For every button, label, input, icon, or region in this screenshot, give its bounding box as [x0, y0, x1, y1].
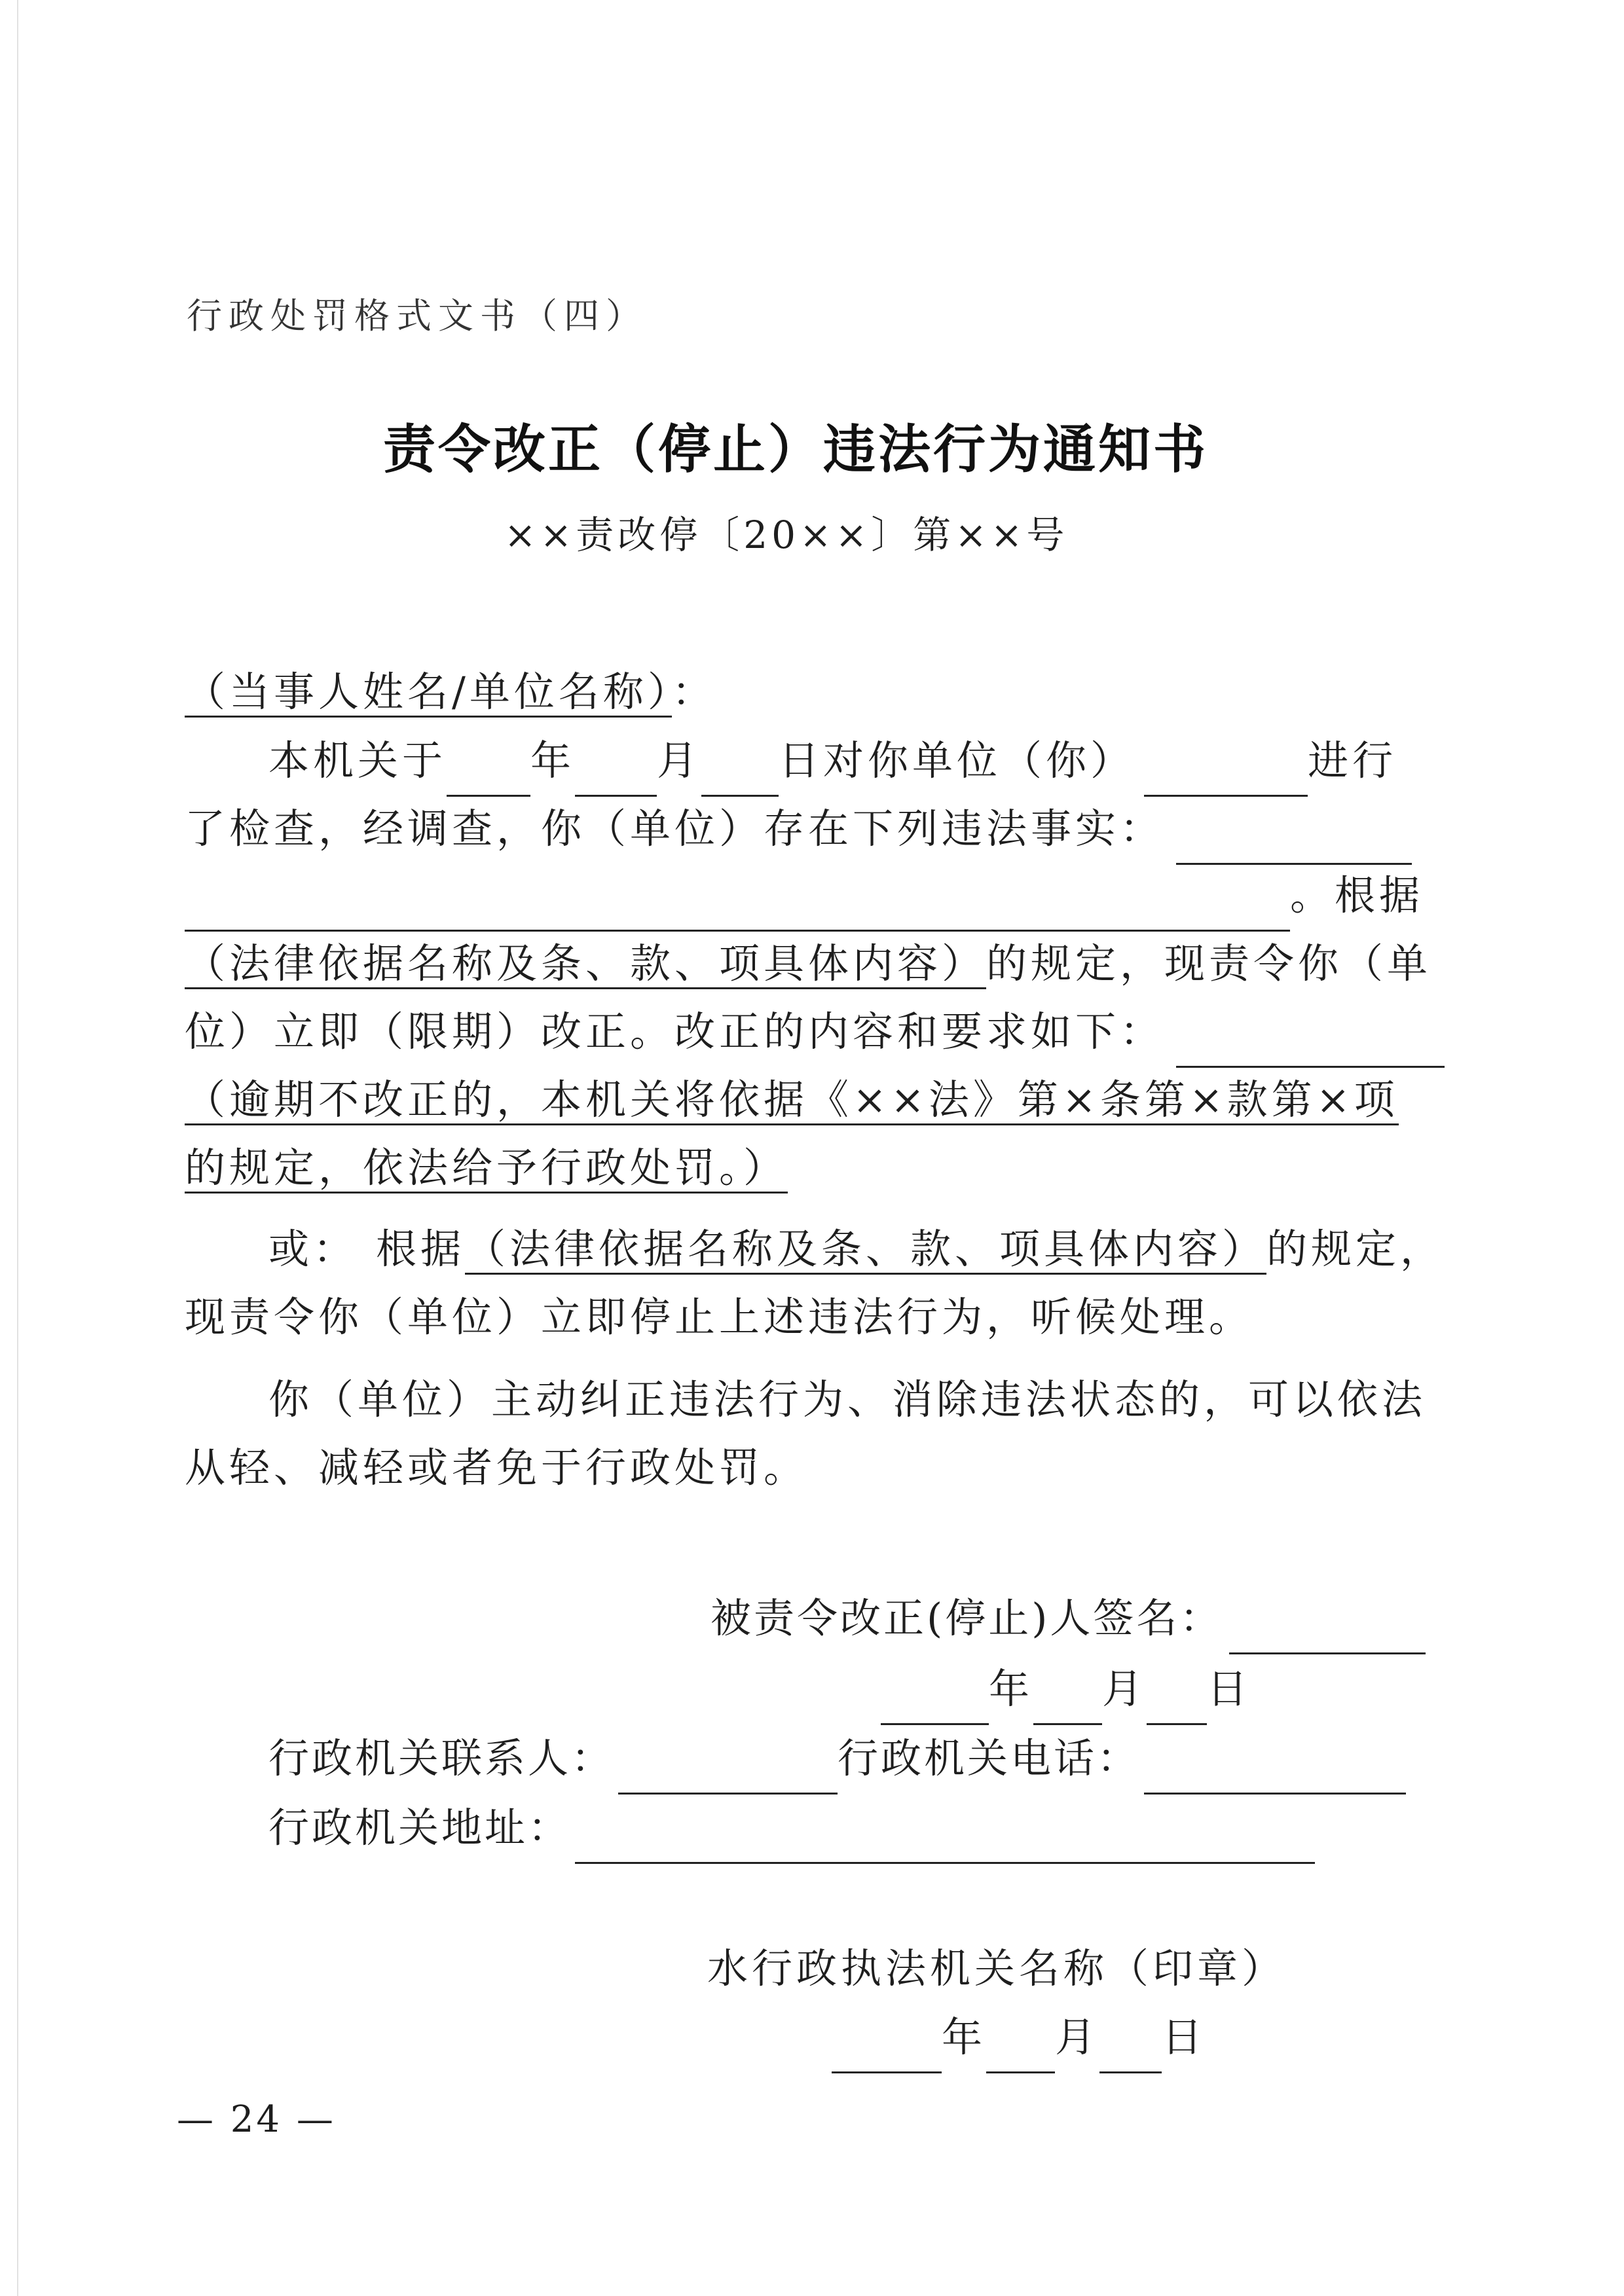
document-title: 责令改正（停止）违法行为通知书 [383, 418, 1208, 480]
paragraph-2-line-1: 或： 根据（法律依据名称及条、款、项具体内容）的规定， [268, 1215, 1445, 1283]
issuer-date: 年 月 日 [832, 2003, 1206, 2073]
blank-issue-day[interactable] [1099, 2003, 1162, 2073]
blank-day [701, 727, 779, 797]
paragraph-1-line-1: 本机关于 年 月 日对你单位（你） 进行 [268, 727, 1397, 797]
blank-correction-requirements [1176, 998, 1445, 1068]
blank-violation-facts [1176, 795, 1412, 865]
blank-signee-day[interactable] [1147, 1655, 1207, 1725]
blank-inspected-place [1144, 727, 1308, 797]
blank-agency-address[interactable] [575, 1794, 1315, 1864]
law-basis-2: （法律依据名称及条、款、项具体内容） [465, 1225, 1266, 1275]
law-basis: （法律依据名称及条、款、项具体内容） [185, 939, 986, 989]
contact-line: 行政机关联系人： 行政机关电话： [268, 1724, 1406, 1795]
blank-signee-signature[interactable] [1229, 1584, 1426, 1654]
blank-contact-person[interactable] [618, 1724, 838, 1795]
overdue-clause-line-2: 的规定，依法给予行政处罚。） [185, 1134, 788, 1202]
paragraph-1-line-2: 了检查，经调查，你（单位）存在下列违法事实： [185, 795, 1412, 865]
paragraph-3-line-2: 从轻、减轻或者免于行政处罚。 [185, 1444, 809, 1491]
paragraph-1-line-4: （法律依据名称及条、款、项具体内容）的规定，现责令你（单 [185, 930, 1431, 998]
signee-date: 年 月 日 [881, 1655, 1251, 1725]
blank-issue-month[interactable] [986, 2003, 1055, 2073]
scan-edge-line [17, 0, 18, 2296]
blank-contact-phone[interactable] [1144, 1724, 1406, 1795]
blank-year [447, 727, 530, 797]
document-number: ××责改停〔20××〕第××号 [504, 513, 1069, 557]
addressee: （当事人姓名/单位名称）： [185, 658, 716, 726]
signee-line: 被责令改正(停止)人签名： [710, 1584, 1426, 1654]
blank-issue-year[interactable] [832, 2003, 942, 2073]
blank-month [575, 727, 657, 797]
form-label: 行政处罚格式文书（四） [187, 295, 648, 337]
page-number: — 24 — [177, 2098, 336, 2141]
paragraph-3-line-1: 你（单位）主动纠正违法行为、消除违法状态的，可以依法 [268, 1376, 1427, 1423]
addressee-name: （当事人姓名/单位名称） [185, 668, 672, 718]
issuer-name: 水行政执法机关名称（印章） [707, 1944, 1287, 1992]
paragraph-1-line-3: 。根据 [185, 862, 1424, 932]
overdue-clause-line-1: （逾期不改正的，本机关将依据《××法》第×条第×款第×项 [185, 1066, 1399, 1134]
blank-signee-month[interactable] [1033, 1655, 1102, 1725]
blank-signee-year[interactable] [881, 1655, 989, 1725]
paragraph-2-line-2: 现责令你（单位）立即停止上述违法行为，听候处理。 [185, 1293, 1254, 1341]
blank-violation-facts-cont [185, 862, 1290, 932]
address-line: 行政机关地址： [268, 1794, 1315, 1864]
paragraph-1-line-5: 位）立即（限期）改正。改正的内容和要求如下： [185, 998, 1445, 1068]
